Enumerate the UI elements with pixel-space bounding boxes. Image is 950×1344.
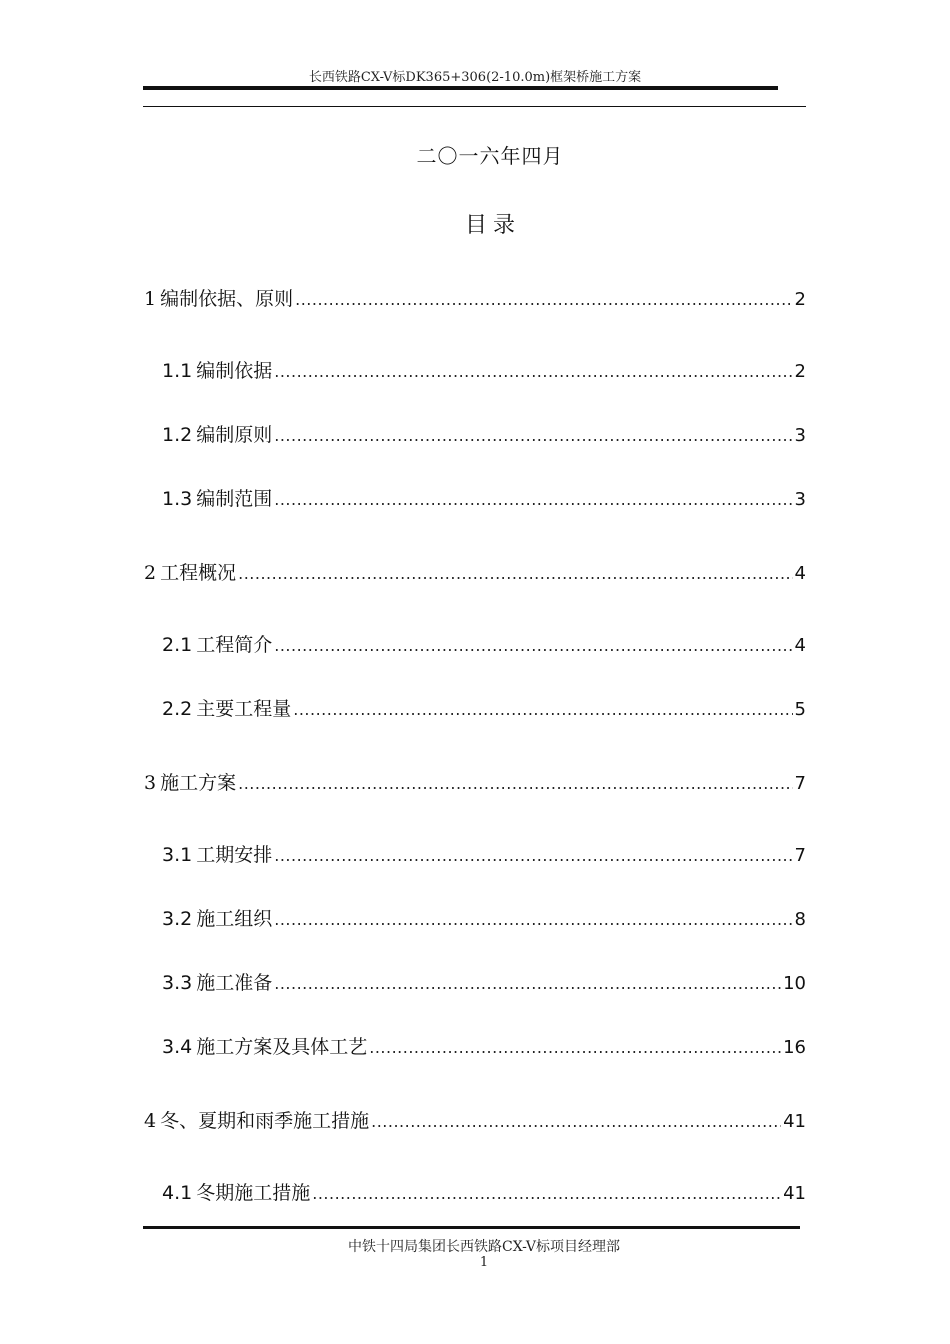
toc-entry-label: 编制原则	[196, 424, 273, 446]
toc-entry-label: 编制范围	[196, 488, 273, 510]
toc-entry-page: 16	[783, 1037, 806, 1058]
header-rule-thick	[143, 86, 778, 90]
toc-leader-dots	[274, 426, 792, 445]
toc-entry-3-1[interactable]	[162, 840, 806, 867]
toc-entry-4-1[interactable]	[162, 1178, 806, 1205]
document-date: 二〇一六年四月	[416, 144, 564, 168]
footer-rule	[143, 1226, 800, 1229]
toc-entry-number: 2	[144, 562, 157, 584]
toc-entry-label: 冬、夏期和雨季施工措施	[160, 1110, 370, 1132]
toc-entry-label: 编制依据、原则	[160, 288, 294, 310]
toc-entry-page: 10	[783, 973, 806, 994]
toc-leader-dots	[274, 636, 792, 655]
toc-entry-number: 3	[144, 772, 157, 794]
toc-entry-page: 7	[794, 773, 806, 794]
toc-entry-3[interactable]	[144, 768, 806, 795]
toc-entry-number: 4	[144, 1110, 157, 1132]
toc-entry-number: 3.3	[162, 972, 193, 994]
toc-entry-label: 工程简介	[196, 634, 273, 656]
toc-entry-1[interactable]	[144, 284, 806, 311]
toc-title: 目录	[464, 213, 521, 238]
toc-entry-number: 3.4	[162, 1036, 193, 1058]
toc-leader-dots	[369, 1038, 781, 1057]
toc-entry-2-1[interactable]	[162, 630, 806, 657]
toc-entry-label: 冬期施工措施	[196, 1182, 311, 1204]
toc-leader-dots	[274, 974, 781, 993]
toc-entry-number: 2.1	[162, 634, 193, 656]
toc-entry-number: 3.2	[162, 908, 193, 930]
toc-entry-3-2[interactable]	[162, 904, 806, 931]
toc-leader-dots	[238, 774, 792, 793]
toc-leader-dots	[371, 1112, 781, 1131]
toc-entry-label: 施工方案及具体工艺	[196, 1036, 368, 1058]
toc-entry-number: 1.3	[162, 488, 193, 510]
toc-entry-page: 5	[794, 699, 806, 720]
footer-organization: 中铁十四局集团长西铁路CX-V标项目经理部	[347, 1239, 620, 1255]
toc-entry-number: 4.1	[162, 1182, 193, 1204]
toc-leader-dots	[238, 564, 792, 583]
toc-entry-page: 4	[794, 563, 806, 584]
toc-entry-number: 2.2	[162, 698, 193, 720]
footer-page-number: 1	[479, 1255, 489, 1270]
toc-entry-label: 主要工程量	[196, 698, 292, 720]
toc-entry-3-4[interactable]	[162, 1032, 806, 1059]
toc-entry-label: 工期安排	[196, 844, 273, 866]
toc-entry-number: 1	[144, 288, 157, 310]
toc-entry-label: 工程概况	[160, 562, 237, 584]
toc-entry-number: 3.1	[162, 844, 193, 866]
toc-entry-page: 2	[794, 289, 806, 310]
toc-entry-page: 41	[783, 1183, 806, 1204]
toc-entry-2[interactable]	[144, 558, 806, 585]
toc-entry-page: 7	[794, 845, 806, 866]
toc-entry-page: 4	[794, 635, 806, 656]
toc-entry-page: 3	[794, 425, 806, 446]
toc-entry-1-1[interactable]	[162, 356, 806, 383]
toc-entry-label: 施工方案	[160, 772, 237, 794]
toc-entry-page: 8	[794, 909, 806, 930]
toc-entry-number: 1.1	[162, 360, 193, 382]
toc-entry-page: 3	[794, 489, 806, 510]
toc-leader-dots	[312, 1184, 781, 1203]
header-rule-thin	[143, 106, 806, 107]
header-title: 长西铁路CX-V标DK365+306(2-10.0m)框架桥施工方案	[308, 70, 642, 85]
toc-leader-dots	[274, 846, 792, 865]
toc-entry-1-3[interactable]	[162, 484, 806, 511]
toc-leader-dots	[274, 910, 792, 929]
toc-entry-2-2[interactable]	[162, 694, 806, 721]
toc-entry-1-2[interactable]	[162, 420, 806, 447]
toc-entry-page: 2	[794, 361, 806, 382]
toc-leader-dots	[274, 362, 792, 381]
toc-entry-4[interactable]	[144, 1106, 806, 1133]
toc-entry-label: 编制依据	[196, 360, 273, 382]
toc-entry-number: 1.2	[162, 424, 193, 446]
toc-entry-page: 41	[783, 1111, 806, 1132]
toc-leader-dots	[274, 490, 792, 509]
toc-entry-label: 施工准备	[196, 972, 273, 994]
toc-entry-3-3[interactable]	[162, 968, 806, 995]
toc-leader-dots	[295, 290, 792, 309]
toc-entry-label: 施工组织	[196, 908, 273, 930]
toc-leader-dots	[293, 700, 792, 719]
